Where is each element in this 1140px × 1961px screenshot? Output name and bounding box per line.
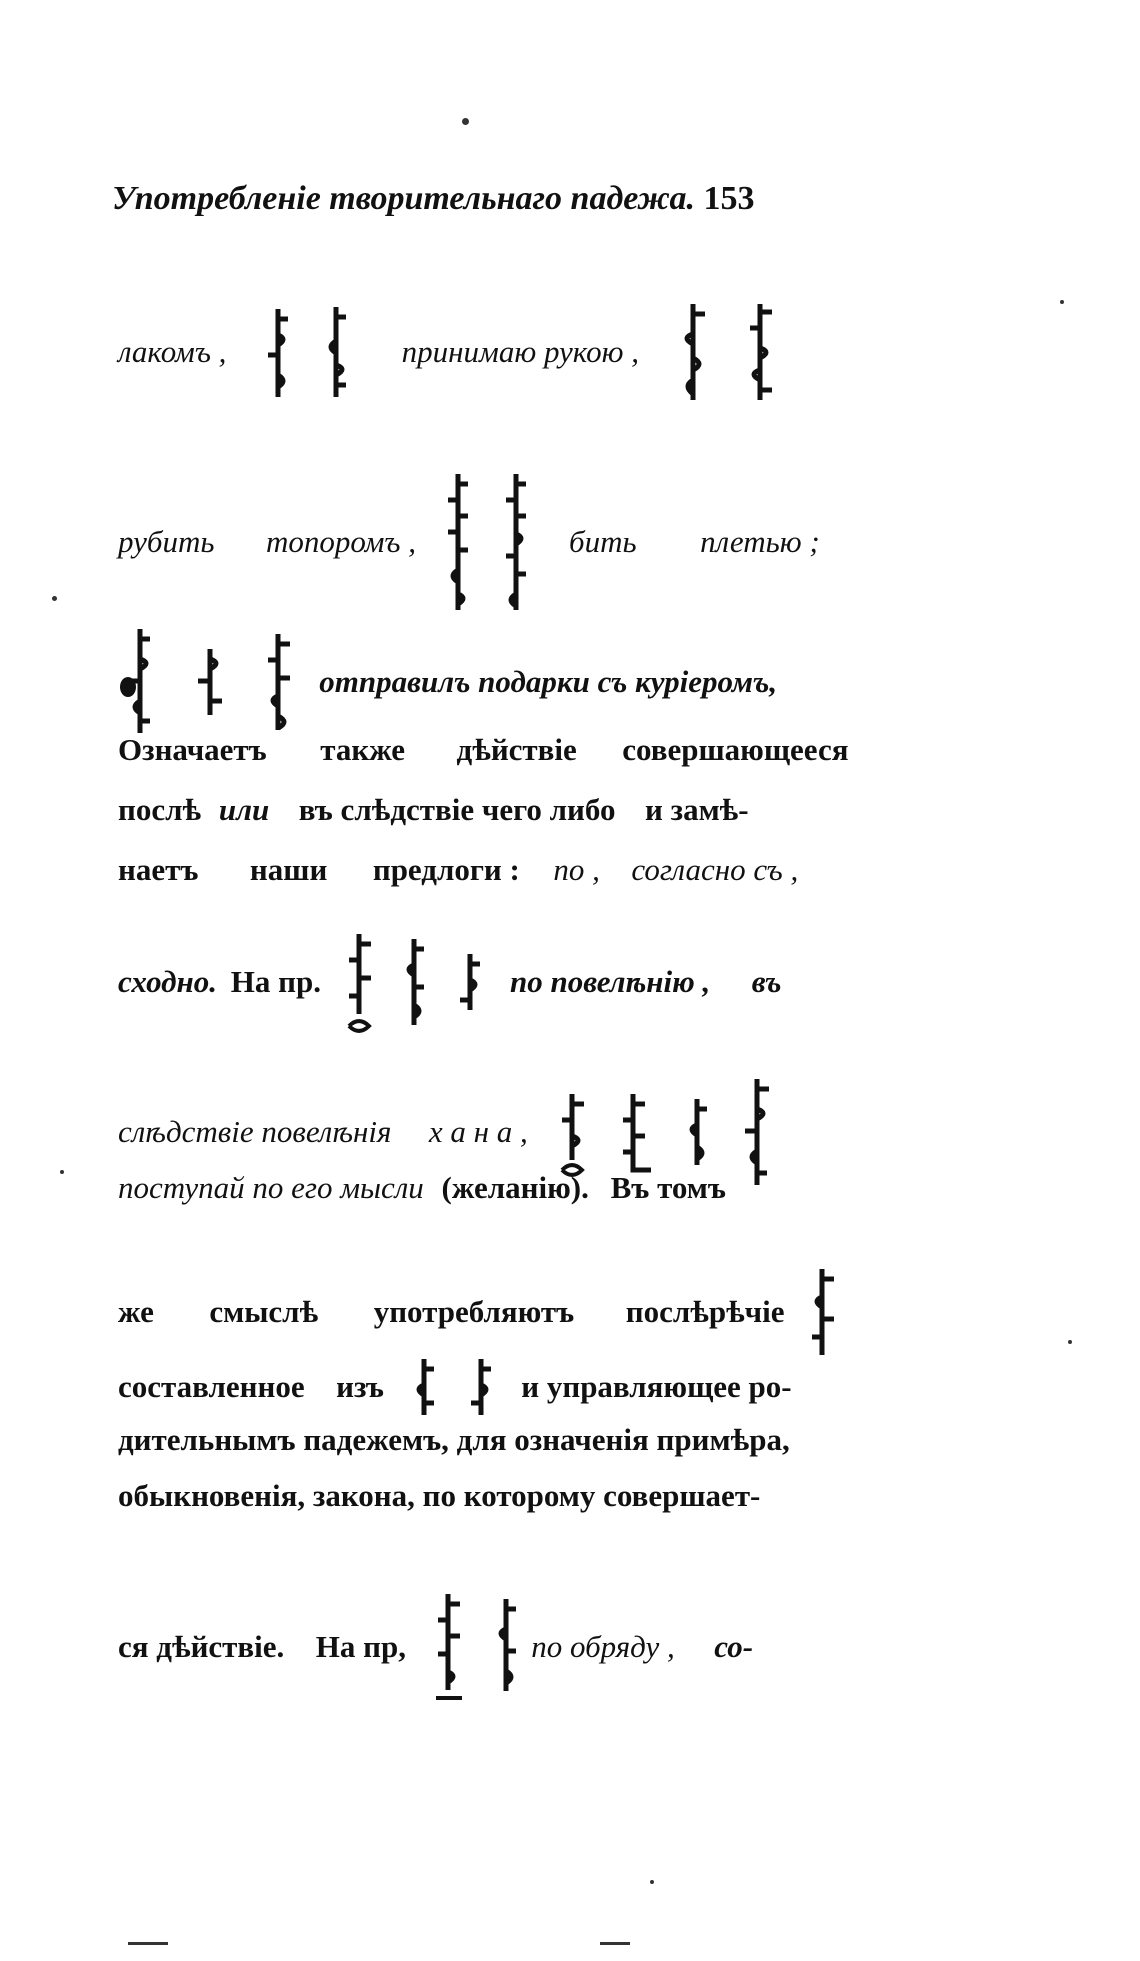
scan-speck <box>52 596 57 601</box>
mongolian-word-19 <box>463 1355 499 1425</box>
text-fragment: рубить <box>118 524 215 560</box>
text-fragment: (желанію). <box>441 1170 589 1205</box>
mongolian-word-6 <box>498 470 534 620</box>
text-line-11 <box>118 1355 948 1425</box>
page-header <box>112 180 754 218</box>
text-fragment: На пр. <box>230 964 321 1000</box>
text-line-10 <box>118 1265 948 1365</box>
scan-dash <box>600 1942 630 1945</box>
text-line-7 <box>118 930 948 1040</box>
text-fragment: слѣдствіе повелѣнія <box>118 1114 392 1150</box>
text-fragment: дѣйствіе <box>456 732 577 767</box>
text-fragment: принимаю рукою , <box>401 334 639 370</box>
page-number: 153 <box>703 180 755 217</box>
scan-dash <box>128 1942 168 1945</box>
mongolian-word-4 <box>740 300 780 410</box>
text-fragment: ся дѣйствіе. <box>118 1629 285 1665</box>
text-fragment: Въ томъ <box>610 1170 726 1205</box>
text-fragment: Означаетъ <box>118 732 267 767</box>
text-fragment: употребляютъ <box>373 1294 575 1330</box>
text-fragment: обыкновенія, закона, по которому совершает- <box>118 1478 761 1513</box>
text-fragment: составленное <box>118 1369 305 1405</box>
text-fragment: и управляющее ро- <box>521 1369 792 1405</box>
text-fragment: поступай по его мысли <box>118 1170 424 1205</box>
text-fragment: по повелѣнію , <box>509 964 711 1000</box>
mongolian-word-15 <box>679 1095 715 1175</box>
text-line-13 <box>118 1476 948 1516</box>
mongolian-word-7 <box>118 625 162 745</box>
text-fragment: послѣ <box>118 792 202 827</box>
text-fragment: наши <box>249 852 328 887</box>
text-fragment: въ <box>751 964 782 1000</box>
text-fragment: изъ <box>336 1369 384 1405</box>
text-line-3 <box>118 625 948 745</box>
text-line-5 <box>118 790 948 830</box>
text-fragment: дительнымъ падежемъ, для означенія примѣра, <box>118 1422 790 1457</box>
text-line-14 <box>118 1590 948 1710</box>
text-line-12 <box>118 1420 948 1460</box>
scan-speck <box>650 1880 654 1884</box>
text-line-1 <box>118 300 948 410</box>
text-fragment: топоромъ , <box>265 524 417 560</box>
mongolian-word-8 <box>190 645 230 725</box>
text-fragment: бить <box>569 524 637 560</box>
mongolian-word-20 <box>428 1590 468 1710</box>
text-fragment: же <box>118 1294 154 1330</box>
text-line-6 <box>118 850 948 890</box>
scan-speck <box>1068 1340 1072 1344</box>
scan-speck <box>1060 300 1064 304</box>
mongolian-word-2 <box>318 305 354 405</box>
text-line-9 <box>118 1168 948 1208</box>
text-fragment: На пр, <box>315 1629 406 1665</box>
mongolian-word-5 <box>440 470 476 620</box>
mongolian-word-17 <box>802 1265 842 1365</box>
mongolian-word-13 <box>552 1090 592 1180</box>
mongolian-word-1 <box>260 305 296 405</box>
text-fragment: наетъ <box>118 852 199 887</box>
text-fragment: отправилъ подарки съ курiеромъ, <box>319 664 778 700</box>
text-fragment: совершающееся <box>622 732 849 767</box>
mongolian-word-21 <box>488 1595 524 1705</box>
mongolian-word-18 <box>406 1355 442 1425</box>
text-fragment: лакомъ , <box>118 334 227 370</box>
scan-speck <box>462 118 469 125</box>
text-fragment: также <box>320 732 406 767</box>
mongolian-word-3 <box>673 300 713 410</box>
text-fragment: по , <box>553 852 600 887</box>
text-fragment: и замѣ- <box>645 792 749 827</box>
text-fragment: предлоги : <box>372 852 520 887</box>
mongolian-word-10 <box>339 930 379 1040</box>
text-fragment: по обряду , <box>531 1629 675 1665</box>
text-fragment: смыслѣ <box>209 1294 319 1330</box>
mongolian-word-14 <box>613 1090 657 1180</box>
text-fragment: сходно. <box>118 964 218 1000</box>
running-title: Употребленіе творительнаго падежа. <box>112 180 695 217</box>
text-fragment: со- <box>714 1629 754 1665</box>
text-fragment: согласно съ , <box>631 852 799 887</box>
text-fragment: х а н а , <box>428 1114 528 1150</box>
text-line-2 <box>118 470 948 620</box>
mongolian-word-12 <box>452 950 488 1020</box>
text-fragment: плетью ; <box>700 524 820 560</box>
mongolian-word-9 <box>258 630 298 740</box>
text-fragment: послѣрѣчіе <box>625 1294 785 1330</box>
text-fragment: въ слѣдствіе чего либо <box>298 792 616 827</box>
text-fragment: или <box>218 792 270 827</box>
text-line-4 <box>118 730 948 770</box>
mongolian-word-11 <box>396 935 432 1035</box>
scan-speck <box>60 1170 64 1174</box>
